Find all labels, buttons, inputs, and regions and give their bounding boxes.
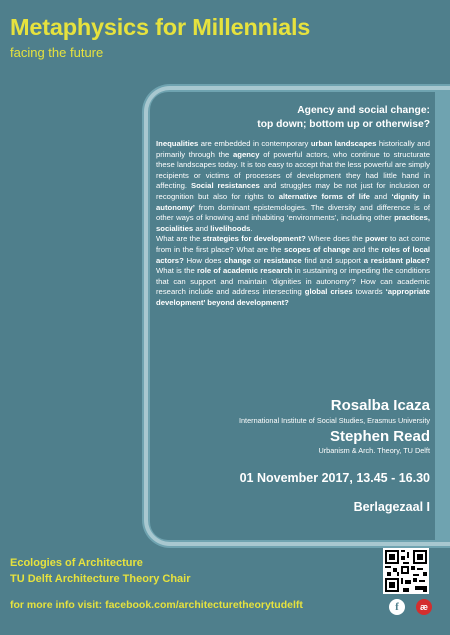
abstract-span: What are the — [156, 234, 203, 244]
abstract-span: of powerful actors, who continue to structurate these landscapes today. It is too easy to accept that the less powerful are simply recipients or victims of processes of development they had little hand in affecting. — [156, 149, 430, 191]
abstract-span: and the — [350, 244, 382, 254]
speaker-name: Rosalba Icaza — [330, 397, 430, 414]
qr-code-graphic — [383, 548, 429, 594]
event-datetime: 01 November 2017, 13.45 - 16.30 — [239, 471, 430, 485]
abstract-span: are embedded in contemporary — [198, 139, 311, 148]
abstract-span: ‘dignity in autonomy’ — [156, 191, 430, 212]
abstract-paragraph-2 — [156, 234, 430, 308]
event-venue: Berlagezaal I — [353, 500, 430, 514]
lecture-heading-line1: Agency and social change: — [297, 105, 430, 116]
lecture-heading-line2: top down; bottom up or otherwise? — [257, 119, 430, 130]
lecture-abstract — [156, 139, 430, 309]
abstract-span: scopes of change — [284, 244, 351, 254]
abstract-span: from dominant epistemologies. The diversity and difference is of other ways of knowing and inhabiting ‘environments’, including other — [156, 202, 430, 223]
abstract-span: ‘appropriate development’ beyond development? — [156, 287, 430, 307]
footer-info-link[interactable]: for more info visit: facebook.com/architecturetheorytudelft — [10, 599, 303, 611]
abstract-span: towards — [352, 287, 386, 297]
abstract-span: and — [193, 223, 211, 233]
abstract-span: change — [224, 255, 252, 265]
abstract-span: agency — [232, 149, 260, 159]
abstract-span: resistance — [263, 255, 302, 265]
abstract-span: livelihoods — [210, 223, 251, 233]
abstract-span: Where does the — [305, 234, 366, 244]
abstract-span: urban landscapes — [310, 139, 377, 148]
abstract-span: roles of local actors? — [156, 244, 431, 265]
abstract-span: How does — [183, 255, 225, 265]
abstract-span: and — [369, 191, 392, 201]
abstract-span: historically and primarily through the — [156, 139, 431, 159]
abstract-span: or — [251, 255, 264, 265]
abstract-span: in sustaining or impeding the conditions that can support and maintain ‘dignities in autonomy’? How can academic research include and address intersecting — [156, 266, 430, 297]
abstract-span: Social resistances — [190, 181, 260, 191]
speaker-affiliation: International Institute of Social Studies, Erasmus University — [238, 416, 430, 425]
abstract-span: What is the — [156, 266, 198, 276]
poster-subtitle: facing the future — [10, 45, 104, 60]
speaker-affiliation: Urbanism & Arch. Theory, TU Delft — [318, 446, 430, 455]
abstract-span: find and support — [301, 255, 364, 265]
ae-logo-icon: æ — [416, 599, 432, 615]
speaker-name: Stephen Read — [329, 428, 430, 445]
abstract-span: role of academic research — [197, 266, 293, 276]
abstract-span: global crises — [304, 287, 353, 297]
footer-org-line2: TU Delft Architecture Theory Chair — [10, 573, 191, 585]
abstract-span: a resistant place? — [363, 255, 430, 265]
footer-org-line1: Ecologies of Architecture — [10, 557, 143, 569]
abstract-span: alternative forms of life — [278, 191, 370, 201]
abstract-span: . — [250, 223, 253, 233]
abstract-span: to act come from in the first place? What are the — [156, 234, 431, 254]
facebook-icon[interactable]: f — [389, 599, 405, 615]
abstract-span: Inequalities — [156, 139, 199, 148]
abstract-span: power — [365, 234, 388, 244]
abstract-paragraph-1 — [156, 139, 430, 234]
qr-code[interactable] — [383, 548, 429, 594]
lecture-heading — [170, 104, 430, 132]
poster-title: Metaphysics for Millennials — [10, 14, 311, 40]
abstract-span: practices, socialities — [156, 213, 430, 233]
abstract-span: and struggles may be not just for inclusion or recognition but also for rights to — [156, 181, 431, 201]
abstract-span: strategies for development? — [202, 234, 306, 244]
